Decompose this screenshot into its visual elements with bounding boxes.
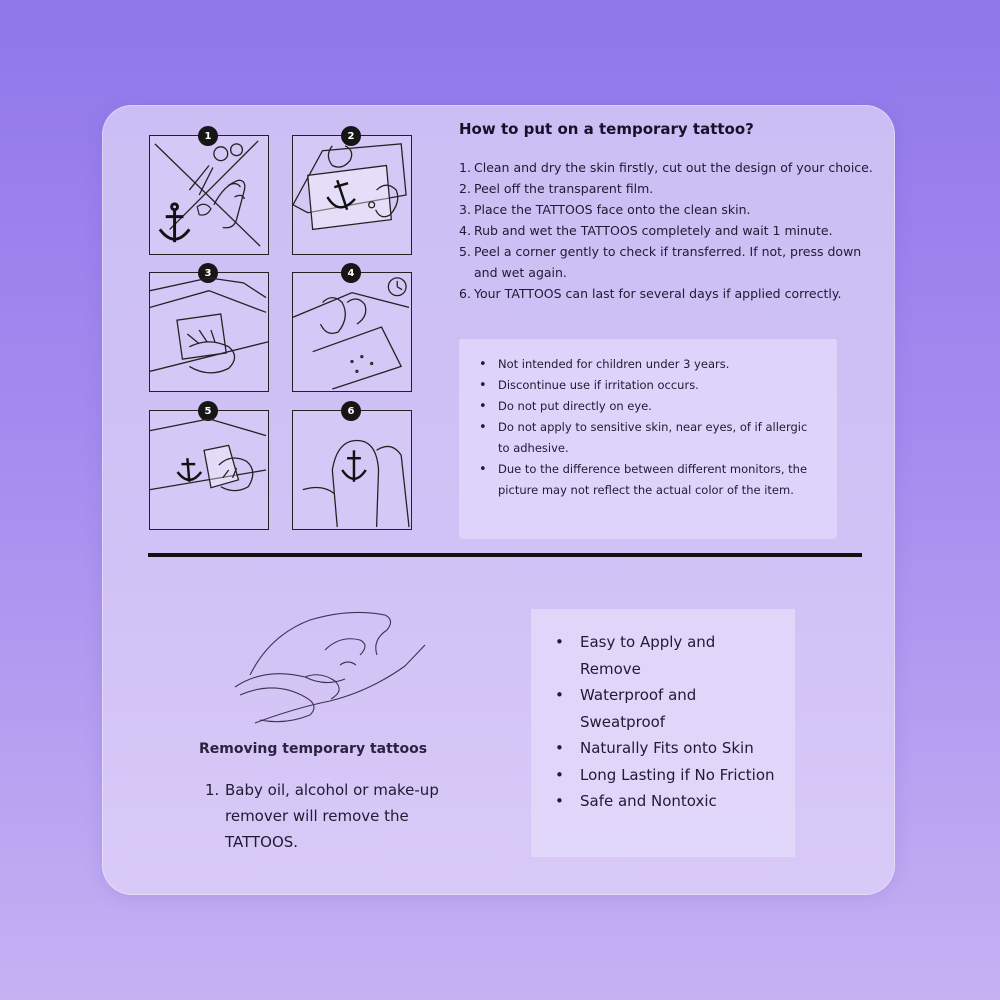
list-item: 1. Clean and dry the skin firstly, cut out the design of your choice. [459,160,873,175]
step-diagram-5 [149,405,269,530]
hand-icon [230,605,430,730]
application-steps-list [459,157,879,304]
instructions-title: How to put on a temporary tattoo? [459,120,754,138]
list-item: 4. Rub and wet the TATTOOS completely and wait 1 minute. [459,223,833,238]
features-list [555,629,775,815]
step-diagram-6 [292,405,412,530]
list-item: • Do not apply to sensitive skin, near eyes, of if allergic to adhesive. [479,420,808,455]
removing-title: Removing temporary tattoos [199,741,428,757]
step-number-badge: 5 [198,401,218,421]
list-item: 5. Peel a corner gently to check if transferred. If not, press down and wet again. [459,244,862,280]
place-tattoo-illustration [150,273,268,391]
anchor-icon [178,458,202,482]
step-number-badge: 2 [341,126,361,146]
anchor-icon [160,204,190,242]
step-diagram-3 [149,267,269,392]
removing-steps-list [205,777,467,855]
section-divider [148,553,862,557]
step-number-badge: 3 [198,263,218,283]
step-number-badge: 4 [341,263,361,283]
finished-tattoo-illustration [293,411,411,529]
list-item: • Do not put directly on eye. [479,399,652,414]
list-item: 3. Place the TATTOOS face onto the clean skin. [459,202,751,217]
list-item: 2. Peel off the transparent film. [459,181,654,196]
list-item: • Not intended for children under 3 years. [479,357,730,372]
list-item: • Naturally Fits onto Skin [555,739,754,757]
wet-and-wait-illustration [293,273,411,391]
warnings-list [479,354,819,501]
warnings-box [459,339,837,539]
anchor-icon [342,450,366,481]
list-item: • Due to the difference between different monitors, the picture may not reflect the actual color of the item. [479,462,808,497]
list-item: 6. Your TATTOOS can last for several days if applied correctly. [459,286,842,301]
step-diagram-2 [292,130,412,255]
timer-icon [388,278,406,296]
step-diagram-4 [292,267,412,392]
step-diagram-1 [149,130,269,255]
step-number-badge: 6 [341,401,361,421]
list-item: • Discontinue use if irritation occurs. [479,378,699,393]
list-item: • Long Lasting if No Friction [555,765,775,784]
list-item: • Safe and Nontoxic [555,792,717,810]
features-box [531,609,795,857]
list-item: • Easy to Apply and Remove [555,633,716,678]
peel-film-illustration [293,136,411,254]
list-item: 1. Baby oil, alcohol or make-up remover will remove the TATTOOS. [205,781,439,851]
list-item: • Waterproof and Sweatproof [555,686,697,731]
peel-corner-illustration [150,411,268,529]
step-number-badge: 1 [198,126,218,146]
scissors-cut-illustration [150,136,268,254]
